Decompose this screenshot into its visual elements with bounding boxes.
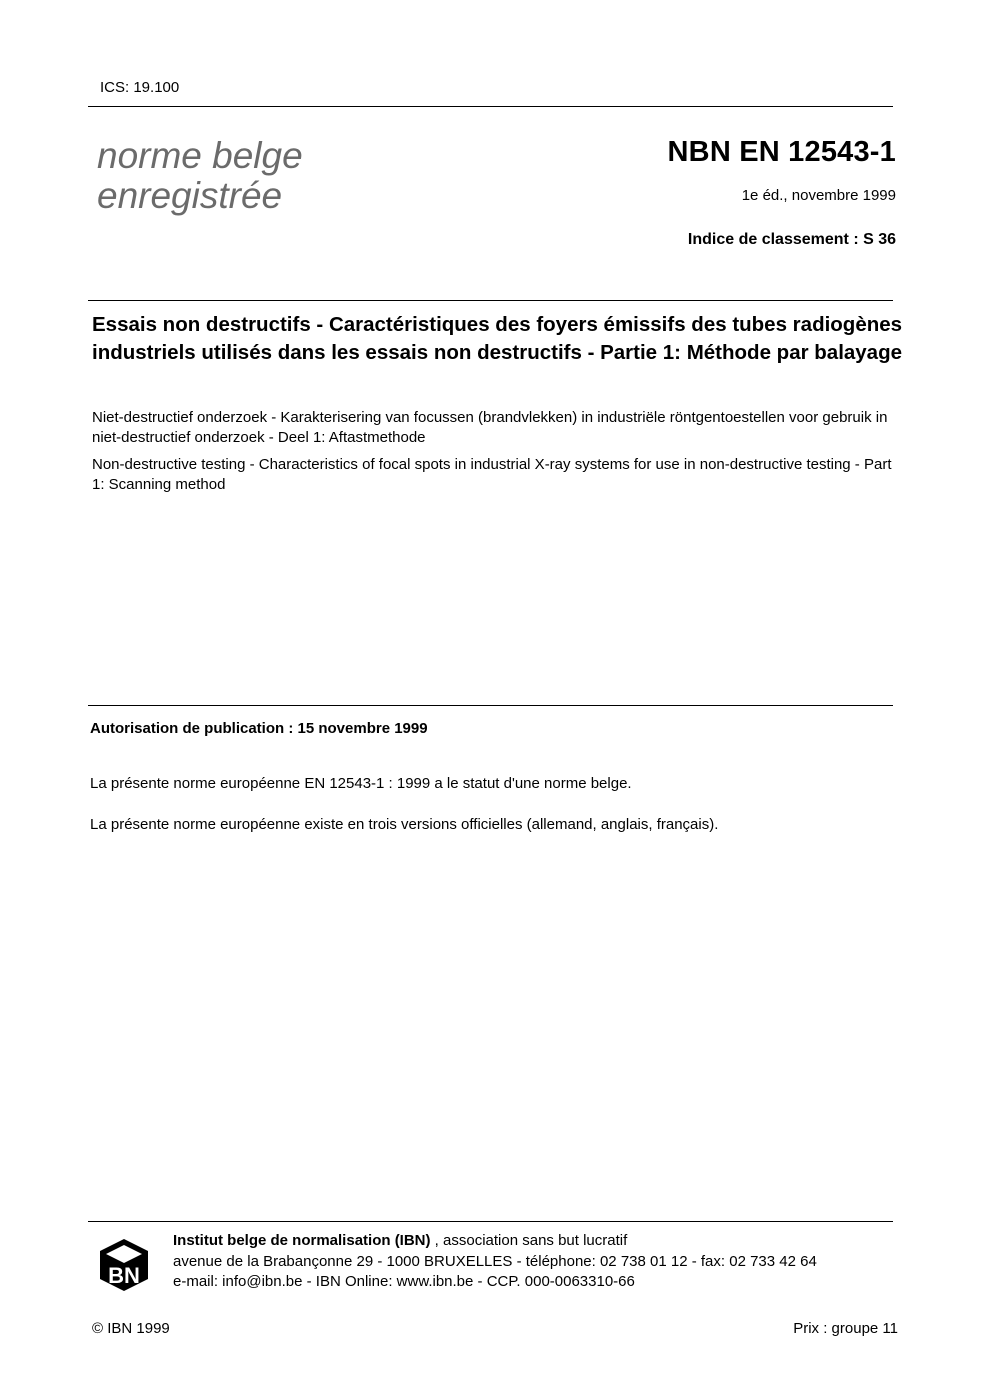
classification-index: Indice de classement : S 36 xyxy=(687,231,896,248)
standard-number: NBN EN 12543-1 xyxy=(667,136,896,168)
ibn-logo-letters: BN xyxy=(108,1263,140,1288)
ibn-logo-icon xyxy=(96,1237,152,1293)
header-divider xyxy=(88,106,893,107)
publication-authorisation: Autorisation de publication : 15 novembre 1999 xyxy=(90,720,428,737)
ibn-logo xyxy=(96,1237,152,1293)
institute-contact: e-mail: info@ibn.be - IBN Online: www.ibn.be - CCP. 000-0063310-66 xyxy=(173,1273,635,1290)
institute-line xyxy=(173,1231,817,1252)
copyright: © IBN 1999 xyxy=(92,1320,170,1337)
institute-suffix: , association sans but lucratif xyxy=(430,1232,628,1249)
institute-info xyxy=(173,1231,817,1293)
institute-name: Institut belge de normalisation (IBN) xyxy=(173,1232,431,1249)
brand-line-2: enregistrée xyxy=(97,175,283,216)
title-dutch: Niet-destructief onderzoek - Karakterisering van focussen (brandvlekken) in industriële röntgentoestellen voor gebruik in niet-destructief onderzoek - Deel 1: Aftastmethode xyxy=(92,409,888,446)
title-divider xyxy=(88,300,893,301)
brand-title xyxy=(97,136,303,216)
institute-address: avenue de la Brabançonne 29 - 1000 BRUXELLES - téléphone: 02 738 01 12 - fax: 02 733 42 64 xyxy=(173,1252,817,1270)
edition-date: 1e éd., novembre 1999 xyxy=(741,187,896,204)
title-english: Non-destructive testing - Characteristics of focal spots in industrial X-ray systems for use in non-destructive testing - Part 1: Scanning method xyxy=(92,456,892,493)
footer-divider xyxy=(88,1221,893,1222)
ics-code: ICS: 19.100 xyxy=(100,79,180,96)
price-group: Prix : groupe 11 xyxy=(793,1320,898,1337)
versions-paragraph: La présente norme européenne existe en trois versions officielles (allemand, anglais, français). xyxy=(90,816,719,833)
brand-line-1: norme belge xyxy=(97,135,303,176)
title-french: Essais non destructifs - Caractéristiques des foyers émissifs des tubes radiogènes industriels utilisés dans les essais non destructifs - Partie 1: Méthode par balayage xyxy=(92,313,903,364)
status-paragraph: La présente norme européenne EN 12543-1 : 1999 a le statut d'une norme belge. xyxy=(90,775,632,792)
publication-divider xyxy=(88,705,893,706)
